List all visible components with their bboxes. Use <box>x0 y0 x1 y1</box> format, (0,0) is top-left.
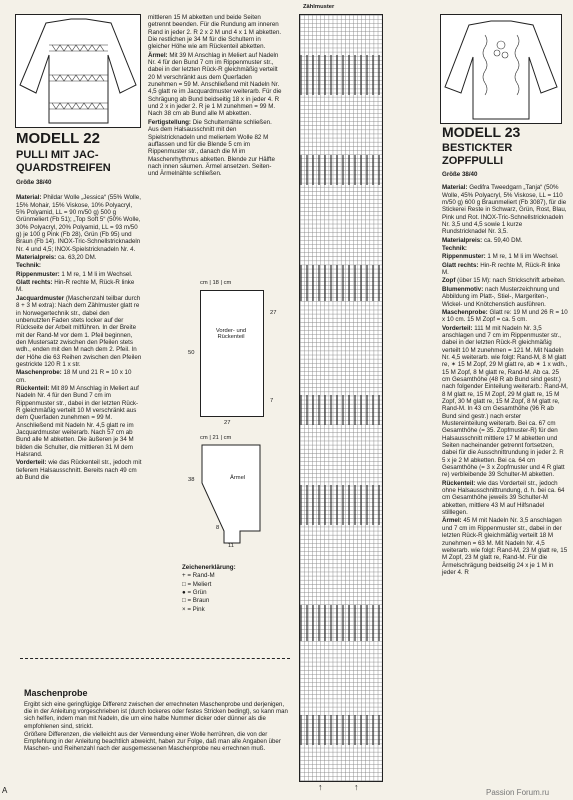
key-item: + = Rand-M <box>182 572 215 580</box>
blumen-section: Blumenmotiv: nach Musterzeichnung und Abbildung im Platt-, Stiel-, Margeriten-, Wickel- und Knötchenstich ausführen. <box>442 285 560 308</box>
glatt-section-r: Glatt rechts: Hin-R rechte M, Rück-R linke M. <box>442 261 561 277</box>
cable-sweater-drawing <box>441 15 561 123</box>
left-column <box>16 130 142 482</box>
sweater-illustration-right <box>440 14 562 124</box>
knitting-chart <box>299 14 383 782</box>
bottom-divider <box>20 658 290 660</box>
chart-label: Zählmuster <box>303 4 335 10</box>
key-item: □ = Braun <box>182 597 210 605</box>
key-item: □ = Meliert <box>182 580 212 588</box>
model-22-size: Größe 38/40 <box>16 179 52 186</box>
key-item: × = Pink <box>182 605 205 613</box>
rippen-section: Rippenmuster: 1 M re, 1 M li im Wechsel. <box>16 270 133 278</box>
maschenprobe-text-2: Größere Differenzen, die vielleicht aus der Verwendung einer Wolle herrühren, die von der Empfehlung in der Anleitung beachtlich abweicht, haben zur Folge, daß man alle Angaben über Maschen- und Reihenzahl nach der ausgemessenen Maschenprobe neu errechnen muß. <box>24 730 281 753</box>
sleeve-bottom-dim: 11 <box>228 543 235 549</box>
sleeve-top-dim: cm | 21 | cm <box>200 435 232 441</box>
maschenprobe-text-1: Ergibt sich eine geringfügige Differenz zwischen der errechneten Maschenprobe und derjenigen, die in der Anleitung vorgeschrieben ist (durch lockeres oder festes Stricken bedingt), so kann man sich helfen, indem man mit Nadeln, die um eine halbe Nummer dicker oder dünner als die empfohlenen sind, strickt. <box>24 701 288 730</box>
jacquard-section: Jacquardmuster (Maschenzahl teilbar durch 8 + 3 M extra): Nach dem Zählmuster glatt re in Norwegertechnik str., dabei den unbenutzten Faden stets locker auf der Rückseite der Arbeit mitführen. In der Breite mit der Rand-M vor dem 1. Pfeil beginnen, den Mustersatz zwischen den Pfeilen stets wdh., enden mit den M nach dem 2. Pfeil. In der Höhe die 63 Reihen zwischen den Pfeilen gestrickte 120 R 1 x str. <box>16 294 142 368</box>
middle-column <box>148 14 282 179</box>
glatt-section: Glatt rechts: Hin-R rechte M, Rück-R linke M. <box>16 279 135 294</box>
symbol-key <box>182 564 292 614</box>
price-section: Materialpreis: ca. 63,20 DM. <box>16 254 97 262</box>
probe-section: Maschenprobe: 18 M und 21 R = 10 x 10 cm. <box>16 369 132 384</box>
body-label: Vorder- und Rückenteil <box>215 328 247 340</box>
material-section: Material: Phildar Wolle „Jessica“ (55% Wolle, 15% Mohair, 15% Viskose, 10% Polyacryl, 5% Polyamid, LL = 90 m/50 g) 500 g Grünmeliert (Fb 51); „Top Soft 5“ (50% Wolle, 30% Polyacryl, 20% Polyamid, LL = 93 m/50 g) je 100 g Pink (Fb 28), Grün (Fb 95) und Braun (Fb 14). INOX-Tric-Schnellstricknadeln Nr. 4 und 4,5; INOX-Spielstricknadeln Nr. 4. <box>16 194 141 253</box>
chart-band <box>300 155 382 185</box>
schematic-sleeve <box>180 435 290 550</box>
body-dim-27b: 27 <box>224 420 231 426</box>
jacquard-sweater-drawing <box>16 15 140 127</box>
sleeve-dim-8: 8 <box>216 525 220 531</box>
schematic-body <box>180 280 290 430</box>
arrow-icon: ↑ <box>318 782 323 792</box>
chart-band <box>300 55 382 95</box>
price-section-r: Materialpreis: ca. 59,40 DM. <box>442 236 523 244</box>
body-dim-27: 27 <box>270 310 277 316</box>
model-22-title: MODELL 22 <box>16 130 100 147</box>
model-23-size: Größe 38/40 <box>442 171 478 178</box>
ruecken-section-r: Rückenteil: wie das Vorderteil str., jedoch ohne Halsausschnittrundung, d. h. bei ca. 64 cm Gesamthöhe jeweils 39 Schulter-M abketten, mittlere 43 M auf Hilfsnadel stilllegen. <box>442 479 565 517</box>
arrow-icon: ↑ <box>354 782 359 792</box>
key-heading: Zeichenerklärung: <box>182 564 236 571</box>
body-outline <box>200 290 264 417</box>
watermark: Passion Forum.ru <box>486 788 550 797</box>
aermel-section: Ärmel: Mit 39 M Anschlag in Meliert auf Nadeln Nr. 4 für den Bund 7 cm im Rippenmuster str., dabei in der letzten Rück-R gleichmäßig verteilt 20 M verschränkt aus dem Querfaden zunehmen = 59 M. Anschließend mit Nadeln Nr. 4,5 glatt re im Jacquardmuster weiterarb. Für die Schrägung ab Bund beidseitig 18 x in jeder 4. R und 2 x in jeder 2. R je 1 M zunehmen = 99 M. Nach 38 cm ab Bund alle M abketten. <box>148 51 282 118</box>
body-top-dim: cm | 18 | cm <box>200 280 232 286</box>
technik-heading-r: Technik: <box>442 245 467 253</box>
vorder-section-r: Vorderteil: 111 M mit Nadeln Nr. 3,5 anschlagen und 7 cm im Rippenmuster str., dabei in der letzten Rück-R gleichmäßig verteilt 10 M zunehmen = 121 M. Mit Nadeln Nr. 4,5 weiterarb. wie folgt: Rand-M, 8 M glatt re, ✶ 15 M Zopf, 29 M glatt re, ab ✶ 1 x wdh., 15 M Zopf, 8 M glatt re, Rand-M. Ab ca. 25 cm Gesamthöhe (48 R ab Bund sind gestr.) nach folgender Einteilung weiterarb.: Rand-M, 8 M glatt re, 15 M Zopf, 29 M glatt re, 15 M Zopf, 30 M glatt re, 15 M Zopf, 8 M glatt re, Rand-M. In 43 cm Gesamthöhe (96 R ab Bund sind gestr.) nach erster Mustereinteilung weiterarb. Bei ca. 67 cm Gesamthöhe (= 35. Zopfmuster-R) für den Halsausschnitt mittlere 17 M abketten und Seiten nacheinander getrennt fortsetzen, dabei für die Ausschnittrundung in jeder 2. R 5 x je 2 M abketten. Bei ca. 64 cm Gesamthöhe (= 3 x Zopfmuster und 4 R glatt re) verbleibende 39 Schulter-M abketten. <box>442 324 568 479</box>
chart-band <box>300 265 382 301</box>
aermel-section-r: Ärmel: 45 M mit Nadeln Nr. 3,5 anschlagen und 7 cm im Rippenmuster str., dabei in der letzten Rück-R gleichmäßig verteilt 18 M zunehmen = 63 M. Mit Nadeln Nr. 4,5 weiterarb. wie folgt: Rand-M, 23 M glatt re, 15 M Zopf, 23 M glatt re, Rand-M. Für die Ärmelschrägung beidseitig 24 x je 1 M in jeder 4. R <box>442 517 568 576</box>
page-letter: A <box>2 786 8 795</box>
chart-band <box>300 485 382 525</box>
model-23-subtitle: BESTICKTER ZOPFPULLI <box>442 142 513 167</box>
maschenprobe-heading: Maschenprobe <box>24 688 88 698</box>
model-22-subtitle: PULLI MIT JAC-QUARDSTREIFEN <box>16 149 111 174</box>
chart-band <box>300 715 382 745</box>
right-column <box>442 124 568 577</box>
rippen-section-r: Rippenmuster: 1 M re, 1 M li im Wechsel. <box>442 253 559 261</box>
body-dim-7: 7 <box>270 398 274 404</box>
ruecken-section: Rückenteil: Mit 89 M Anschlag in Meliert auf Nadeln Nr. 4 für den Bund 7 cm im Rippenmuster str., dabei in der letzten Rück-R gleichmäßig verteilt 10 M verschränkt aus dem Querfaden zunehmen = 99 M. Anschließend mit Nadeln Nr. 4,5 glatt re im Jacquardmuster weiterarb. Nach 57 cm ab Bund alle M abketten. Die äußeren je 34 M bilden die Schulter, die mittleren 31 M dem Halsrand. <box>16 384 139 459</box>
technik-heading: Technik: <box>16 262 41 270</box>
vorder-section: Vorderteil: wie das Rückenteil str., jedoch mit tieferem Halsausschnitt. Bereits nach 49 cm ab Bund die <box>16 459 142 482</box>
body-dim-50: 50 <box>188 350 195 356</box>
zopf-section: Zopf (über 15 M): nach Strickschrift arbeiten. <box>442 277 566 285</box>
chart-band <box>300 395 382 425</box>
mid-continuation: mittleren 15 M abketten und beide Seiten getrennt beenden. Für die Rundung am inneren Rand in jeder 2. R 2 x 2 M und 4 x 1 M abketten. Die restlichen je 34 M für die Schultern in gleicher Höhe wie am Rückenteil abketten. <box>148 14 282 51</box>
probe-section-r: Maschenprobe: Glatt re: 19 M und 26 R = 10 x 10 cm. 15 M Zopf = ca. 5 cm. <box>442 308 568 324</box>
fertig-section: Fertigstellung: Die Schulternähte schließen. Aus dem Halsausschnitt mit den Spielstricknadeln und meliertem Wolle 82 M auffassen und für die Blende 5 cm im Rippenmuster str., danach die M im Maschenrhythmus abketten. Blende zur Hälfte nach innen säumen. Ärmel ansetzen. Seiten- und Ärmelnähte schließen. <box>148 118 275 178</box>
maschenprobe-box <box>24 688 292 753</box>
sleeve-label: Ärmel <box>230 475 246 481</box>
key-item: ● = Grün <box>182 589 207 597</box>
model-23-title: MODELL 23 <box>442 124 521 140</box>
sleeve-dim-38: 38 <box>188 477 195 483</box>
sleeve-outline <box>180 443 290 553</box>
material-section-r: Material: Gedifra Tweedgarn „Tanja“ (50% Wolle, 45% Polyacryl, 5% Viskose, LL = 110 m/50 g) 600 g Braunmeliert (Fb 3087), für die Stickerei Reste in Schwarz, Grün, Rost, Blau, Pink und Rot. INOX-Tric-Schnellstricknadeln Nr. 3,5 und 4,5 sowie 1 kurze Rundstricknadel Nr. 3,5. <box>442 184 567 236</box>
chart-band <box>300 605 382 641</box>
sweater-illustration-left <box>15 14 141 128</box>
